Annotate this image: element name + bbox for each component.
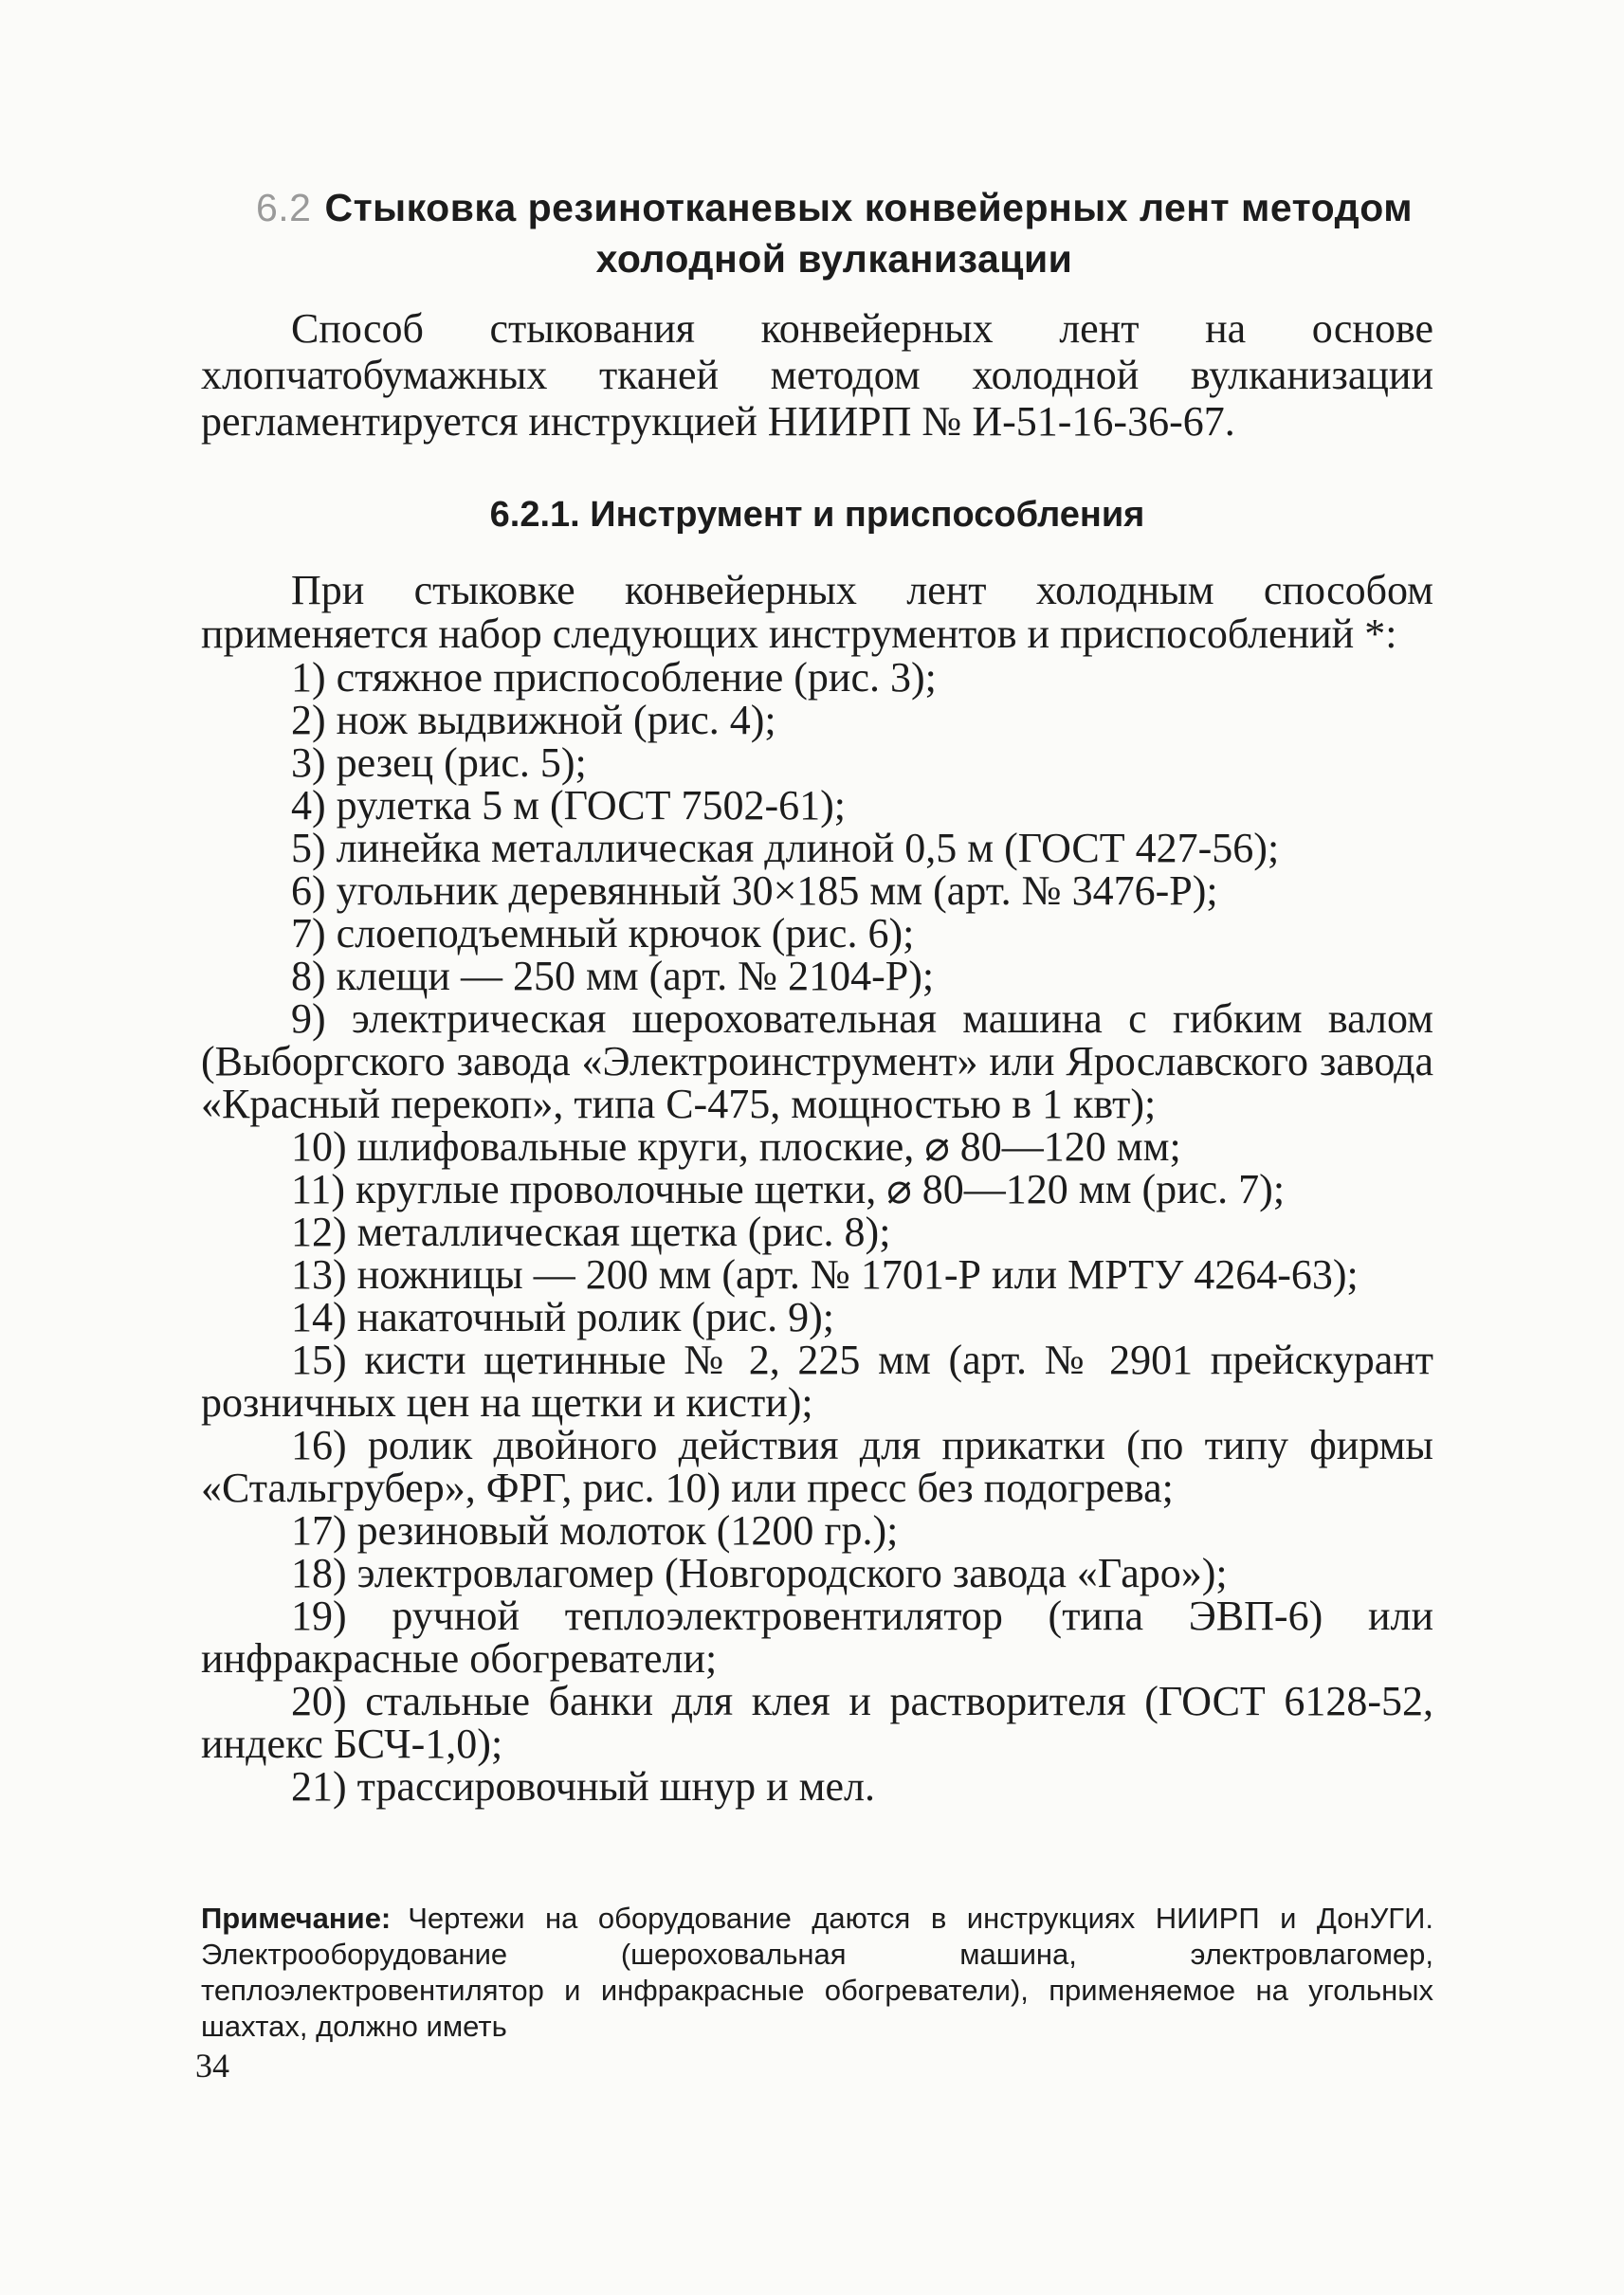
list-item: 18) электровлагомер (Новгородского завода «Гаро»); <box>291 1550 1228 1596</box>
intro-paragraph: Способ стыкования конвейерных лент на основе хлопчатобумажных тканей методом холодной вулканизации регламентируется инструкцией НИИРП № И-51-16-36-67. <box>201 305 1433 445</box>
list-item: 9) электрическая шероховательная машина с гибким валом (Выборгского завода «Электроинструмент» или Ярославского завода «Красный перекоп», типа С-475, мощностью в 1 квт); <box>201 995 1433 1127</box>
section-heading <box>209 182 1460 284</box>
list-item: 10) шлифовальные круги, плоские, ⌀ 80—120 мм; <box>291 1123 1181 1170</box>
subsection-heading <box>201 491 1433 538</box>
list-item: 1) стяжное приспособление (рис. 3); <box>291 654 937 701</box>
subsection-number: 6.2.1. <box>489 495 580 535</box>
footnote <box>201 1901 1433 2045</box>
subsection-title: Инструмент и приспособления <box>590 495 1145 535</box>
list-item: 20) стальные банки для клея и растворителя (ГОСТ 6128-52, индекс БСЧ-1,0); <box>201 1678 1433 1767</box>
section-title-line1: Стыковка резинотканевых конвейерных лент методом <box>324 186 1414 229</box>
footnote-text: Чертежи на оборудование даются в инструкциях НИИРП и ДонУГИ. Электрооборудование (шероховальная машина, электровлагомер, теплоэлектровентилятор и инфракрасные обогреватели), применяемое на угольных шахтах, должно иметь <box>201 1902 1433 2043</box>
list-item: 16) ролик двойного действия для прикатки (по типу фирмы «Стальгрубер», ФРГ, рис. 10) или пресс без подогрева; <box>201 1422 1433 1511</box>
list-item: 14) накаточный ролик (рис. 9); <box>291 1294 835 1340</box>
list-item: 17) резиновый молоток (1200 гр.); <box>291 1507 899 1554</box>
list-item: 8) клещи — 250 мм (арт. № 2104-Р); <box>291 953 935 999</box>
page-number: 34 <box>195 2047 229 2085</box>
list-item: 11) круглые проволочные щетки, ⌀ 80—120 мм (рис. 7); <box>291 1166 1286 1212</box>
list-item: 2) нож выдвижной (рис. 4); <box>291 697 776 743</box>
tools-list <box>201 656 1433 1808</box>
section-heading-line1 <box>209 182 1460 233</box>
list-item: 13) ножницы — 200 мм (арт. № 1701-Р или МРТУ 4264-63); <box>291 1251 1359 1298</box>
list-item: 6) угольник деревянный 30×185 мм (арт. № 3476-Р); <box>291 867 1218 914</box>
list-item: 15) кисти щетинные № 2, 225 мм (арт. № 2901 прейскурант розничных цен на щетки и кисти); <box>201 1337 1433 1426</box>
lead-paragraph: При стыковке конвейерных лент холодным способом применяется набор следующих инструментов и приспособлений *: <box>201 567 1433 657</box>
section-title-line2: холодной вулканизации <box>595 237 1073 281</box>
list-item: 19) ручной теплоэлектровентилятор (типа ЭВП-6) или инфракрасные обогреватели; <box>201 1593 1433 1682</box>
footnote-label: Примечание: <box>201 1902 392 1935</box>
list-item: 21) трассировочный шнур и мел. <box>291 1763 875 1810</box>
list-item: 7) слоеподъемный крючок (рис. 6); <box>291 910 915 956</box>
list-item: 12) металлическая щетка (рис. 8); <box>291 1209 891 1255</box>
list-item: 3) резец (рис. 5); <box>291 739 587 786</box>
section-number: 6.2 <box>255 186 312 229</box>
list-item: 5) линейка металлическая длиной 0,5 м (ГОСТ 427-56); <box>291 825 1280 871</box>
list-item: 4) рулетка 5 м (ГОСТ 7502-61); <box>291 782 846 829</box>
